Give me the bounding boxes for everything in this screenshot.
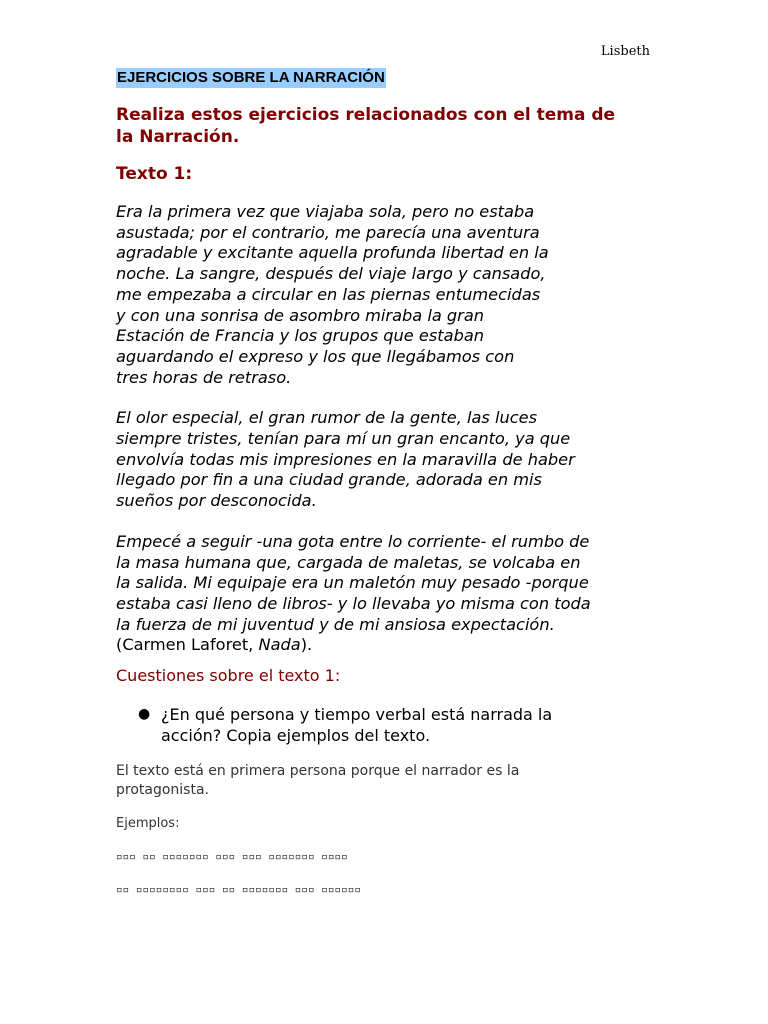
text-line: tres horas de retraso. — [116, 367, 292, 387]
text-line: la salida. Mi equipaje era un maletón muy pesado -porque — [116, 573, 589, 593]
text-line: sueños por desconocida. — [116, 491, 317, 511]
text-line: noche. La sangre, después del viaje largo y cansado, — [116, 264, 546, 284]
text-line: Empecé a seguir -una gota entre lo corriente- el rumbo de — [116, 531, 590, 551]
citation-work-title: Nada — [258, 635, 301, 655]
text-line: El olor especial, el gran rumor de la gente, las luces — [116, 408, 538, 428]
citation-close: ). — [300, 635, 313, 655]
answer-line-1: El texto está en primera persona porque el narrador es la — [116, 763, 520, 779]
bullet-icon: ● — [138, 706, 151, 722]
text-line: agradable y excitante aquella profunda libertad en la — [116, 243, 549, 263]
header-author-name: Lisbeth — [600, 44, 650, 59]
text-1-body — [116, 202, 656, 676]
text-line: la masa humana que, cargada de maletas, se volcaba en — [116, 552, 581, 572]
intro-line-2: la Narración. — [116, 127, 240, 147]
question-line-1: ¿En qué persona y tiempo verbal está narrada la — [161, 705, 553, 724]
answer-line-2: protagonista. — [116, 782, 209, 798]
text-line: llegado por fin a una ciudad grande, adorada en mis — [116, 470, 542, 490]
text-line: siempre tristes, tenían para mí un gran encanto, ya que — [116, 429, 571, 449]
intro-line-1: Realiza estos ejercicios relacionados con el tema de — [116, 105, 616, 125]
text-line: envolvía todas mis impresiones en la maravilla de haber — [116, 449, 575, 469]
handwritten-example-1: ▫▫▫ ▫▫ ▫▫▫▫▫▫▫ ▫▫▫ ▫▫▫ ▫▫▫▫▫▫▫ ▫▫▫▫ — [116, 850, 348, 863]
text-line: la fuerza de mi juventud y de mi ansiosa expectación. — [116, 614, 555, 634]
questions-heading: Cuestiones sobre el texto 1: — [116, 666, 341, 685]
text-line: Estación de Francia y los grupos que estaban — [116, 326, 485, 346]
citation-author: (Carmen Laforet, — [116, 635, 259, 655]
document-title: EJERCICIOS SOBRE LA NARRACIÓN — [117, 69, 385, 86]
text-heading: Texto 1: — [116, 164, 193, 184]
answer-text — [116, 762, 636, 800]
text-line: Era la primera vez que viajaba sola, pero no estaba — [116, 202, 535, 221]
text-line: estaba casi lleno de libros- y lo llevaba yo misma con toda — [116, 593, 591, 613]
text-line: aguardando el expreso y los que llegábamos con — [116, 346, 515, 366]
intro-instruction — [116, 104, 656, 148]
citation-line — [116, 635, 656, 656]
text-line: asustada; por el contrario, me parecía una aventura — [116, 222, 540, 242]
text-line: me empezaba a circular en las piernas entumecidas — [116, 284, 541, 304]
examples-label: Ejemplos: — [116, 816, 180, 831]
question-item — [116, 704, 636, 746]
text-paragraph-3 — [116, 532, 656, 656]
text-paragraph-2 — [116, 408, 656, 512]
text-paragraph-1 — [116, 202, 656, 388]
text-line: y con una sonrisa de asombro miraba la gran — [116, 305, 485, 325]
question-line-2: acción? Copia ejemplos del texto. — [161, 726, 431, 745]
handwritten-example-2: ▫▫ ▫▫▫▫▫▫▫▫ ▫▫▫ ▫▫ ▫▫▫▫▫▫▫ ▫▫▫ ▫▫▫▫▫▫ — [116, 883, 362, 896]
questions-list — [116, 704, 636, 746]
